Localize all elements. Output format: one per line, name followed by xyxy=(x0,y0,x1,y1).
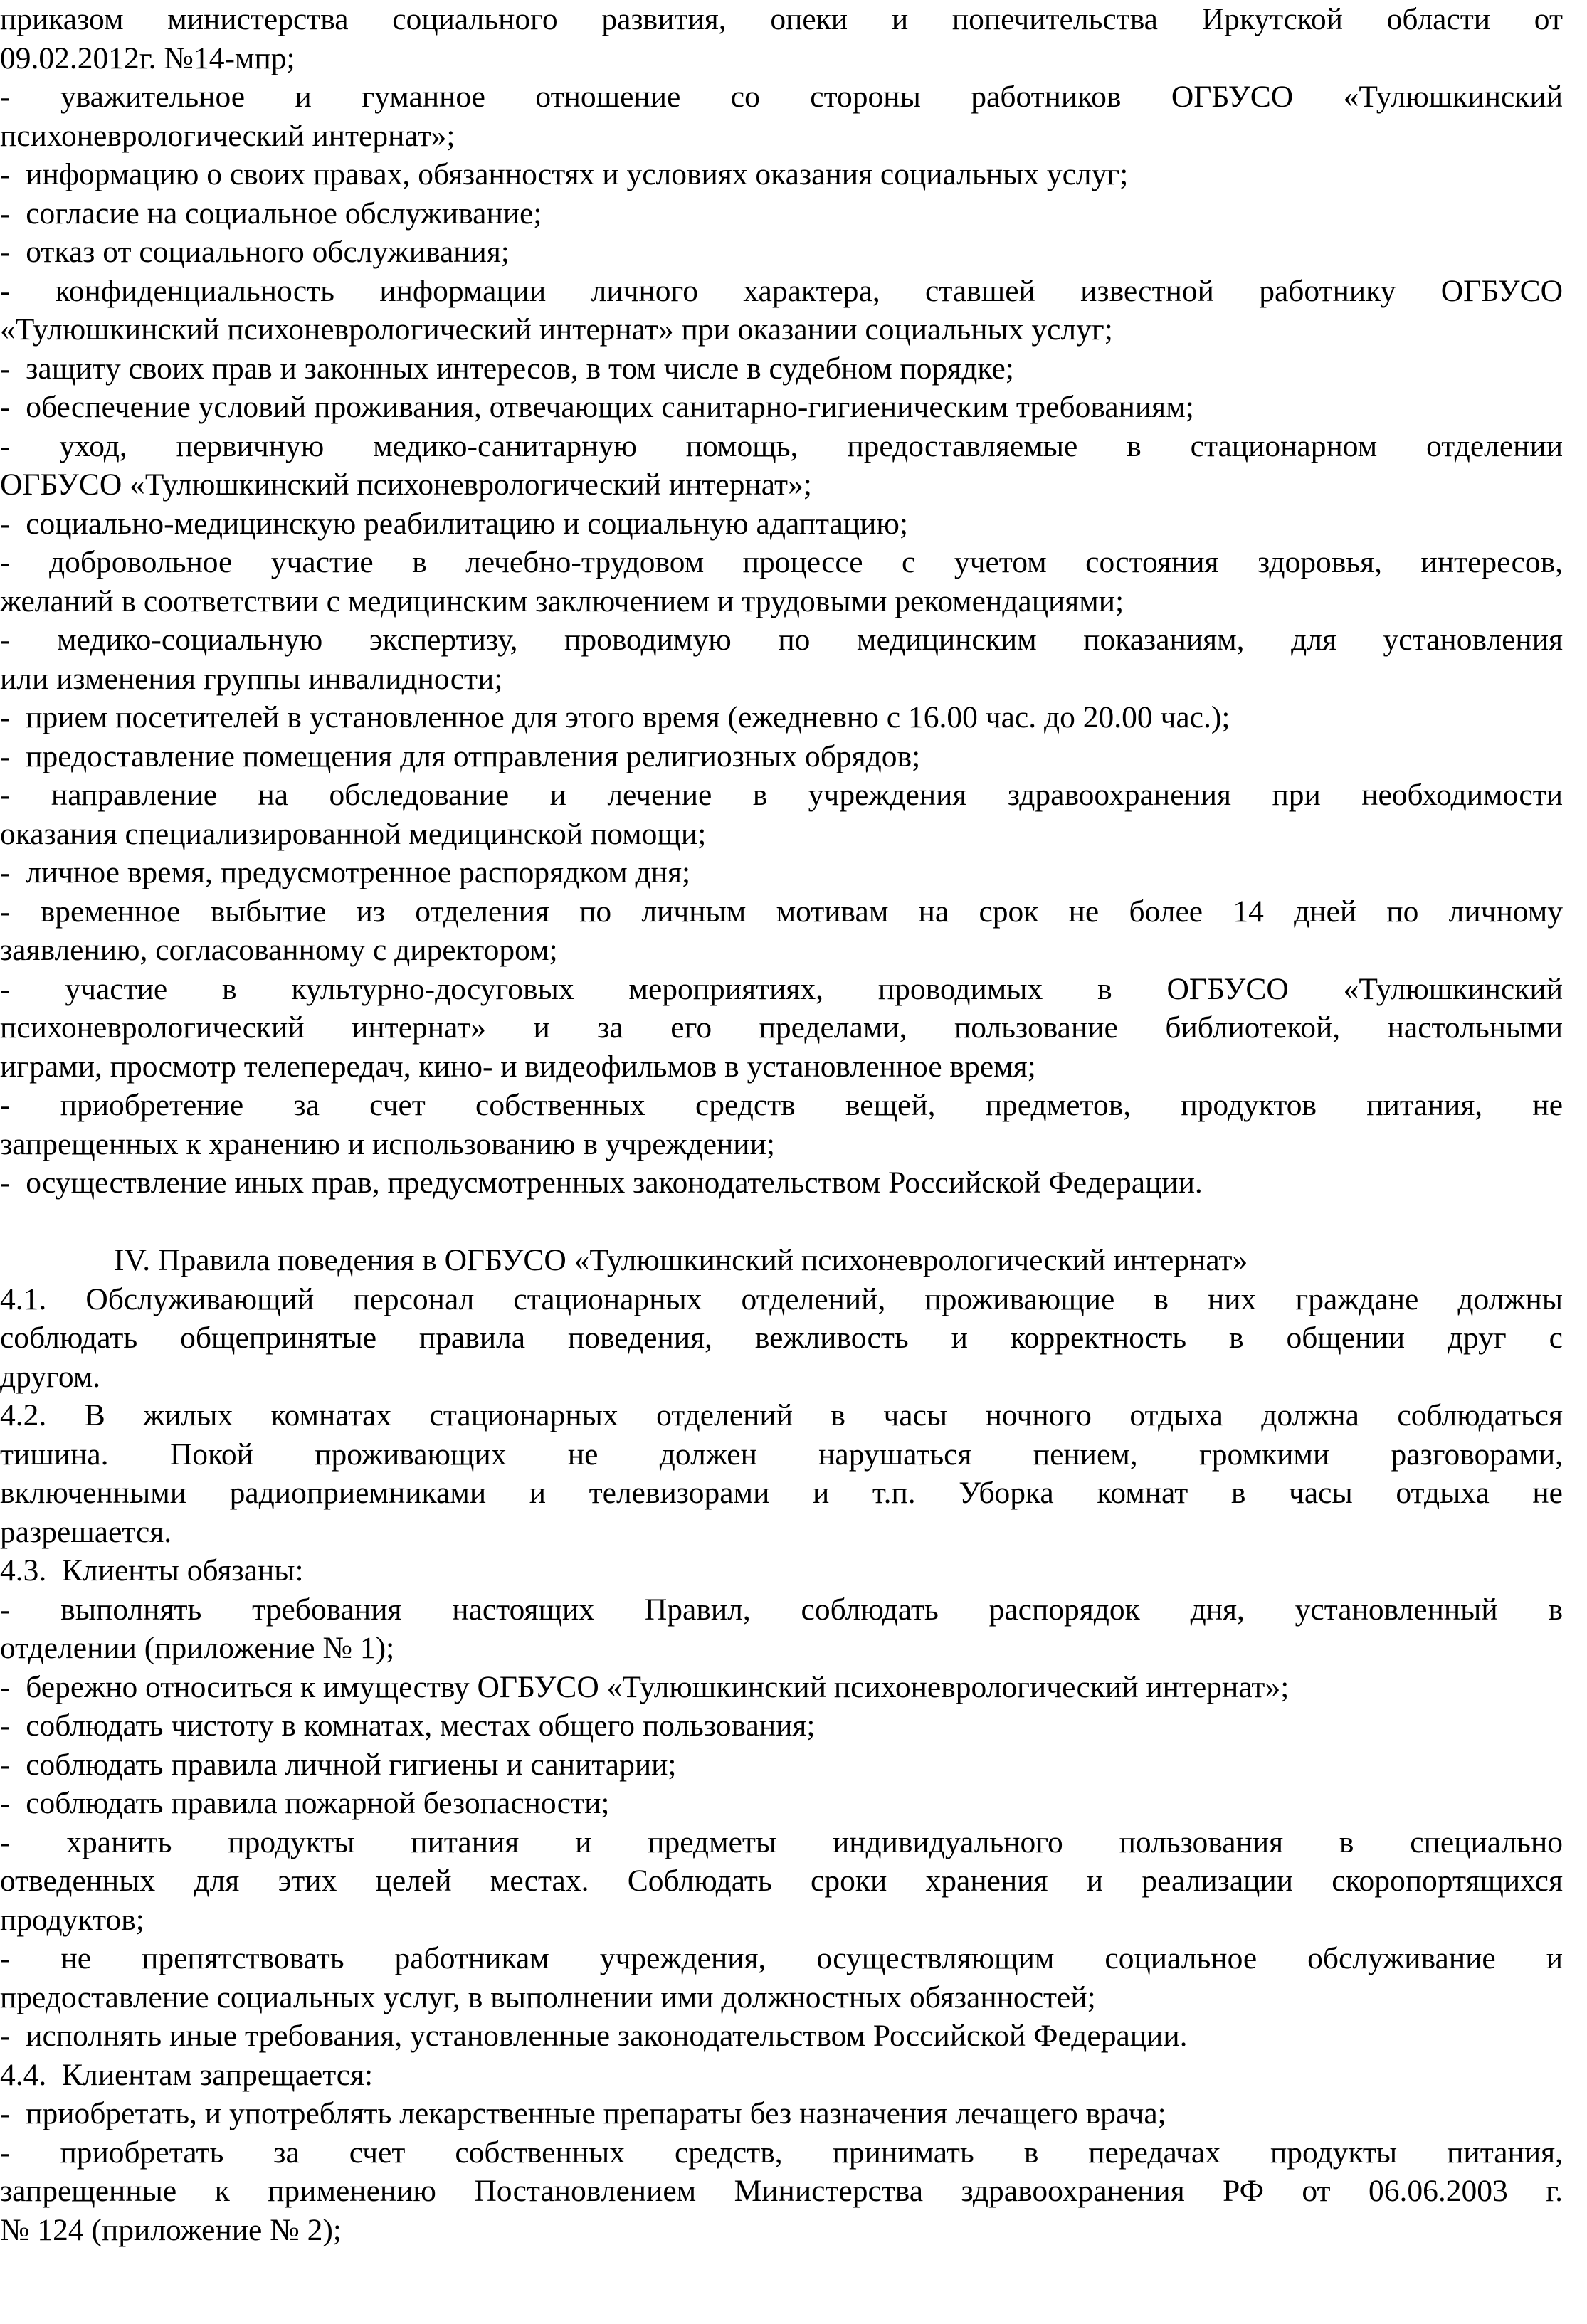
list-item xyxy=(0,1668,1563,1707)
section-title: IV. Правила поведения в ОГБУСО «Тулюшкинский психоневрологический интернат» xyxy=(114,1243,1248,1277)
list-item xyxy=(0,505,1563,544)
list-item-line: - личное время, предусмотренное распорядком дня; xyxy=(0,855,691,889)
text-line: 09.02.2012г. №14-мпр; xyxy=(0,41,295,75)
list-item-line: - приобретать, и употреблять лекарственные препараты без назначения лечащего врача; xyxy=(0,2096,1166,2130)
list-item-line: - социально-медицинскую реабилитацию и социальную адаптацию; xyxy=(0,506,908,541)
list-item xyxy=(0,388,1563,427)
list-item-line: - приобретение за счет собственных средств вещей, предметов, продуктов питания, не xyxy=(0,1088,1563,1122)
list-item-line: - участие в культурно-досуговых мероприятиях, проводимых в ОГБУСО «Тулюшкинский xyxy=(0,971,1563,1006)
list-item xyxy=(0,194,1563,233)
list-item xyxy=(0,1784,1563,1823)
text-line: тишина. Покой проживающих не должен нарушаться пением, громкими разговорами, xyxy=(0,1437,1563,1472)
text-line: 4.2. В жилых комнатах стационарных отделений в часы ночного отдыха должна соблюдаться xyxy=(0,1398,1563,1432)
list-item-line: - соблюдать правила личной гигиены и санитарии; xyxy=(0,1747,677,1782)
list-item-line: - бережно относиться к имуществу ОГБУСО «Тулюшкинский психоневрологический интернат»; xyxy=(0,1669,1290,1704)
list-item-line: психоневрологический интернат»; xyxy=(0,118,455,153)
list-item xyxy=(0,1745,1563,1785)
list-item-line: - временное выбытие из отделения по личным мотивам на срок не более 14 дней по личному xyxy=(0,894,1563,929)
paragraph-4-1 xyxy=(0,1280,1563,1397)
list-item-line: - обеспечение условий проживания, отвечающих санитарно-гигиеническим требованиям; xyxy=(0,390,1194,424)
list-item xyxy=(0,698,1563,737)
list-item-line: продуктов; xyxy=(0,1902,144,1937)
list-item-line: - приобретать за счет собственных средств, принимать в передачах продукты питания, xyxy=(0,2135,1563,2170)
list-item-line: - медико-социальную экспертизу, проводимую по медицинским показаниям, для установления xyxy=(0,623,1563,657)
list-item xyxy=(0,1590,1563,1668)
list-item-line: - исполнять иные требования, установленные законодательством Российской Федерации. xyxy=(0,2019,1188,2053)
text-line: приказом министерства социального развития, опеки и попечительства Иркутской области от xyxy=(0,2,1563,36)
text-line: 4.1. Обслуживающий персонал стационарных отделений, проживающие в них граждане должны xyxy=(0,1282,1563,1316)
list-item xyxy=(0,970,1563,1087)
list-item-line: - информацию о своих правах, обязанностях и условиях оказания социальных услуг; xyxy=(0,157,1129,191)
list-item-line: № 124 (приложение № 2); xyxy=(0,2212,342,2247)
list-item xyxy=(0,1706,1563,1745)
list-item xyxy=(0,2094,1563,2133)
list-item-line: - соблюдать правила пожарной безопасности; xyxy=(0,1786,610,1820)
text-line: разрешается. xyxy=(0,1514,172,1549)
list-item xyxy=(0,272,1563,349)
list-item xyxy=(0,233,1563,272)
list-item xyxy=(0,2017,1563,2056)
list-item-line: отделении (приложение № 1); xyxy=(0,1631,395,1665)
list-item-line: играми, просмотр телепередач, кино- и видеофильмов в установленное время; xyxy=(0,1049,1036,1084)
text-line: другом. xyxy=(0,1359,101,1394)
list-item-line: - конфиденциальность информации личного характера, ставшей известной работнику ОГБУСО xyxy=(0,273,1563,308)
list-item xyxy=(0,2133,1563,2250)
paragraph-4-4-heading: 4.4. Клиентам запрещается: xyxy=(0,2057,374,2092)
list-item-line: - выполнять требования настоящих Правил, соблюдать распорядок дня, установленный в xyxy=(0,1592,1563,1627)
list-item-line: психоневрологический интернат» и за его пределами, пользование библиотекой, настольными xyxy=(0,1010,1563,1045)
rights-list xyxy=(0,78,1563,1203)
list-item-line: запрещенные к применению Постановлением Министерства здравоохранения РФ от 06.06.2003 г. xyxy=(0,2174,1563,2208)
list-item-line: или изменения группы инвалидности; xyxy=(0,661,503,696)
spacer xyxy=(0,1203,1563,1242)
text-line: включенными радиоприемниками и телевизорами и т.п. Уборка комнат в часы отдыха не xyxy=(0,1476,1563,1510)
list-item-line: - не препятствовать работникам учреждения, осуществляющим социальное обслуживание и xyxy=(0,1941,1563,1975)
list-item-line: - предоставление помещения для отправления религиозных обрядов; xyxy=(0,739,921,773)
list-item xyxy=(0,349,1563,389)
list-item xyxy=(0,620,1563,698)
list-item xyxy=(0,1823,1563,1940)
paragraph-4-2 xyxy=(0,1396,1563,1551)
list-item xyxy=(0,427,1563,505)
list-item-line: - прием посетителей в установленное для этого время (ежедневно с 16.00 час. до 20.00 час.); xyxy=(0,700,1230,734)
list-item xyxy=(0,78,1563,155)
list-item xyxy=(0,737,1563,776)
list-item-line: «Тулюшкинский психоневрологический интернат» при оказании социальных услуг; xyxy=(0,312,1113,347)
list-item-line: ОГБУСО «Тулюшкинский психоневрологический интернат»; xyxy=(0,468,812,502)
list-item-line: - осуществление иных прав, предусмотренных законодательством Российской Федерации. xyxy=(0,1166,1203,1200)
list-item xyxy=(0,155,1563,194)
list-item xyxy=(0,543,1563,620)
list-item-line: - согласие на социальное обслуживание; xyxy=(0,196,542,231)
list-item xyxy=(0,1163,1563,1203)
list-item-line: - отказ от социального обслуживания; xyxy=(0,235,510,269)
list-item xyxy=(0,1939,1563,2017)
list-item xyxy=(0,892,1563,970)
list-item-line: запрещенных к хранению и использованию в учреждении; xyxy=(0,1126,775,1161)
list-item xyxy=(0,1086,1563,1163)
list-item xyxy=(0,853,1563,892)
list-item-line: - соблюдать чистоту в комнатах, местах общего пользования; xyxy=(0,1708,816,1743)
list-item-line: заявлению, согласованному с директором; xyxy=(0,933,558,967)
list-item xyxy=(0,776,1563,853)
list-item-line: предоставление социальных услуг, в выполнении ими должностных обязанностей; xyxy=(0,1980,1096,2014)
rights-intro xyxy=(0,0,1563,78)
list-item-line: - уход, первичную медико-санитарную помощь, предоставляемые в стационарном отделении xyxy=(0,428,1563,463)
list-item-line: - защиту своих прав и законных интересов, в том числе в судебном порядке; xyxy=(0,351,1014,386)
list-item-line: отведенных для этих целей местах. Соблюдать сроки хранения и реализации скоропортящихся xyxy=(0,1864,1563,1898)
list-item-line: - уважительное и гуманное отношение со стороны работников ОГБУСО «Тулюшкинский xyxy=(0,80,1563,114)
text-line: соблюдать общепринятые правила поведения, вежливость и корректность в общении друг с xyxy=(0,1321,1563,1355)
paragraph-4-3-heading: 4.3. Клиенты обязаны: xyxy=(0,1553,304,1588)
list-item-line: оказания специализированной медицинской помощи; xyxy=(0,816,707,851)
list-item-line: желаний в соответствии с медицинским заключением и трудовыми рекомендациями; xyxy=(0,583,1124,618)
list-item-line: - добровольное участие в лечебно-трудовом процессе с учетом состояния здоровья, интересов, xyxy=(0,545,1563,579)
list-item-line: - направление на обследование и лечение в учреждения здравоохранения при необходимости xyxy=(0,778,1563,812)
list-item-line: - хранить продукты питания и предметы индивидуального пользования в специально xyxy=(0,1824,1563,1859)
prohibitions-list xyxy=(0,2094,1563,2249)
obligations-list xyxy=(0,1590,1563,2056)
